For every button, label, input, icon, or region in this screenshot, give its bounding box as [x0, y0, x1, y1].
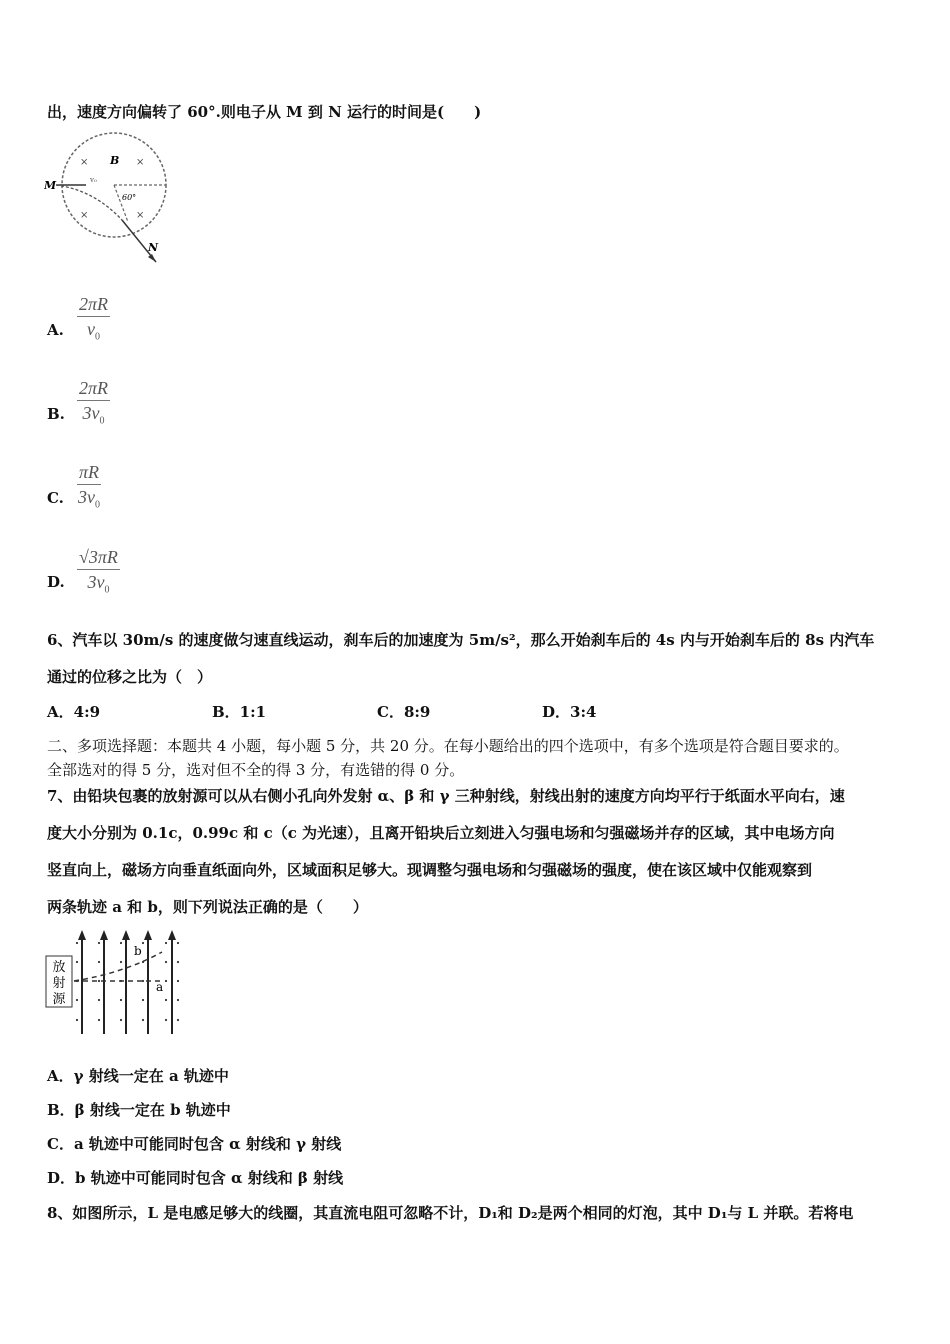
field-dot — [120, 961, 122, 963]
field-dot — [177, 961, 179, 963]
field-dot — [177, 942, 179, 944]
q7-option-b: B．β 射线一定在 b 轨迹中 — [47, 1101, 231, 1119]
source-label: 射 — [52, 976, 66, 991]
label-b: b — [134, 944, 142, 958]
q6-option-d: D．3:4 — [542, 703, 597, 721]
q5-option-a-letter: A. — [47, 321, 64, 339]
field-dot — [98, 980, 100, 982]
cross-mark: × — [136, 157, 145, 168]
q7-line-1: 7、由铅块包裹的放射源可以从右侧小孔向外发射 α、β 和 γ 三种射线，射线出射的速度方向均平行于纸面水平向右，速 — [47, 787, 845, 805]
field-dot — [142, 999, 144, 1001]
q7-line-4: 两条轨迹 a 和 b，则下列说法正确的是（ ） — [47, 898, 368, 916]
q5-stem: 出，速度方向偏转了 60°.则电子从 M 到 N 运行的时间是( ) — [47, 103, 482, 121]
field-dot — [165, 1019, 167, 1021]
field-dot — [142, 942, 144, 944]
field-dot — [98, 1019, 100, 1021]
q7-option-a: A．γ 射线一定在 a 轨迹中 — [47, 1067, 229, 1085]
label-a: a — [156, 980, 164, 994]
label-N: N — [148, 241, 159, 254]
q7-line-3: 竖直向上，磁场方向垂直纸面向外，区域面积足够大。现调整匀强电场和匀强磁场的强度，使在该区域中仅能观察到 — [47, 861, 813, 879]
field-dot — [142, 980, 144, 982]
field-dot — [165, 980, 167, 982]
q6-line-1: 6、汽车以 30m/s 的速度做匀速直线运动，刹车后的加速度为 5m/s²，那么开始刹车后的 4s 内与开始刹车后的 8s 内汽车 — [47, 631, 875, 649]
field-dot — [76, 961, 78, 963]
field-dot — [120, 999, 122, 1001]
field-dot — [165, 961, 167, 963]
q5-option-c-fraction: $\frac{\pi R}{3v_0}$ — [78, 462, 100, 511]
q5-option-d-fraction: $\frac{√3\pi R}{3v_0}$ — [79, 547, 118, 596]
q6-option-c: C．8:9 — [377, 703, 431, 721]
section2-line-1: 二、多项选择题：本题共 4 小题，每小题 5 分，共 20 分。在每小题给出的四个选项中，有多个选项是符合题目要求的。 — [47, 737, 849, 755]
radiation-field-diagram — [44, 928, 184, 1036]
field-dot — [177, 1019, 179, 1021]
field-dot — [142, 1019, 144, 1021]
q5-option-a-fraction: $\frac{2\pi R}{v_0}$ — [79, 294, 109, 343]
q7-line-2: 度大小分别为 0.1c，0.99c 和 c（c 为光速），且离开铅块后立刻进入匀强电场和匀强磁场并存的区域，其中电场方向 — [47, 824, 835, 842]
field-dot — [177, 980, 179, 982]
label-v0: v₀ — [90, 176, 97, 184]
field-dot — [76, 942, 78, 944]
q7-option-d: D．b 轨迹中可能同时包含 α 射线和 β 射线 — [47, 1169, 344, 1187]
field-dot — [76, 1019, 78, 1021]
cross-mark: × — [80, 157, 89, 168]
q6-option-b: B．1:1 — [212, 703, 267, 721]
q5-option-d-letter: D. — [47, 573, 65, 591]
field-dot — [98, 942, 100, 944]
field-dot — [98, 961, 100, 963]
label-B: B — [110, 154, 120, 167]
q5-option-b-fraction: $\frac{2\pi R}{3v_0}$ — [79, 378, 109, 427]
cross-mark: × — [80, 210, 89, 221]
q8-line-1: 8、如图所示，L 是电感足够大的线圈，其直流电阻可忽略不计，D₁和 D₂是两个相同的灯泡，其中 D₁与 L 并联。若将电 — [47, 1204, 854, 1222]
label-M: M — [44, 179, 57, 192]
q6-option-a: A．4:9 — [47, 703, 101, 721]
field-dot — [120, 1019, 122, 1021]
field-dot — [120, 942, 122, 944]
section2-line-2: 全部选对的得 5 分，选对但不全的得 3 分，有选错的得 0 分。 — [47, 761, 465, 779]
cross-mark: × — [136, 210, 145, 221]
field-dot — [177, 999, 179, 1001]
magnetic-field-diagram — [44, 130, 170, 265]
field-dot — [98, 999, 100, 1001]
source-label: 源 — [52, 992, 66, 1007]
q7-option-c: C．a 轨迹中可能同时包含 α 射线和 γ 射线 — [47, 1135, 342, 1153]
source-label: 放 — [52, 960, 66, 975]
q6-line-2: 通过的位移之比为（ ） — [47, 668, 213, 686]
q5-option-c-letter: C. — [47, 489, 64, 507]
field-dot — [165, 999, 167, 1001]
label-angle: 60° — [122, 193, 137, 202]
q5-option-b-letter: B. — [47, 405, 65, 423]
field-dot — [76, 999, 78, 1001]
field-dot — [165, 942, 167, 944]
